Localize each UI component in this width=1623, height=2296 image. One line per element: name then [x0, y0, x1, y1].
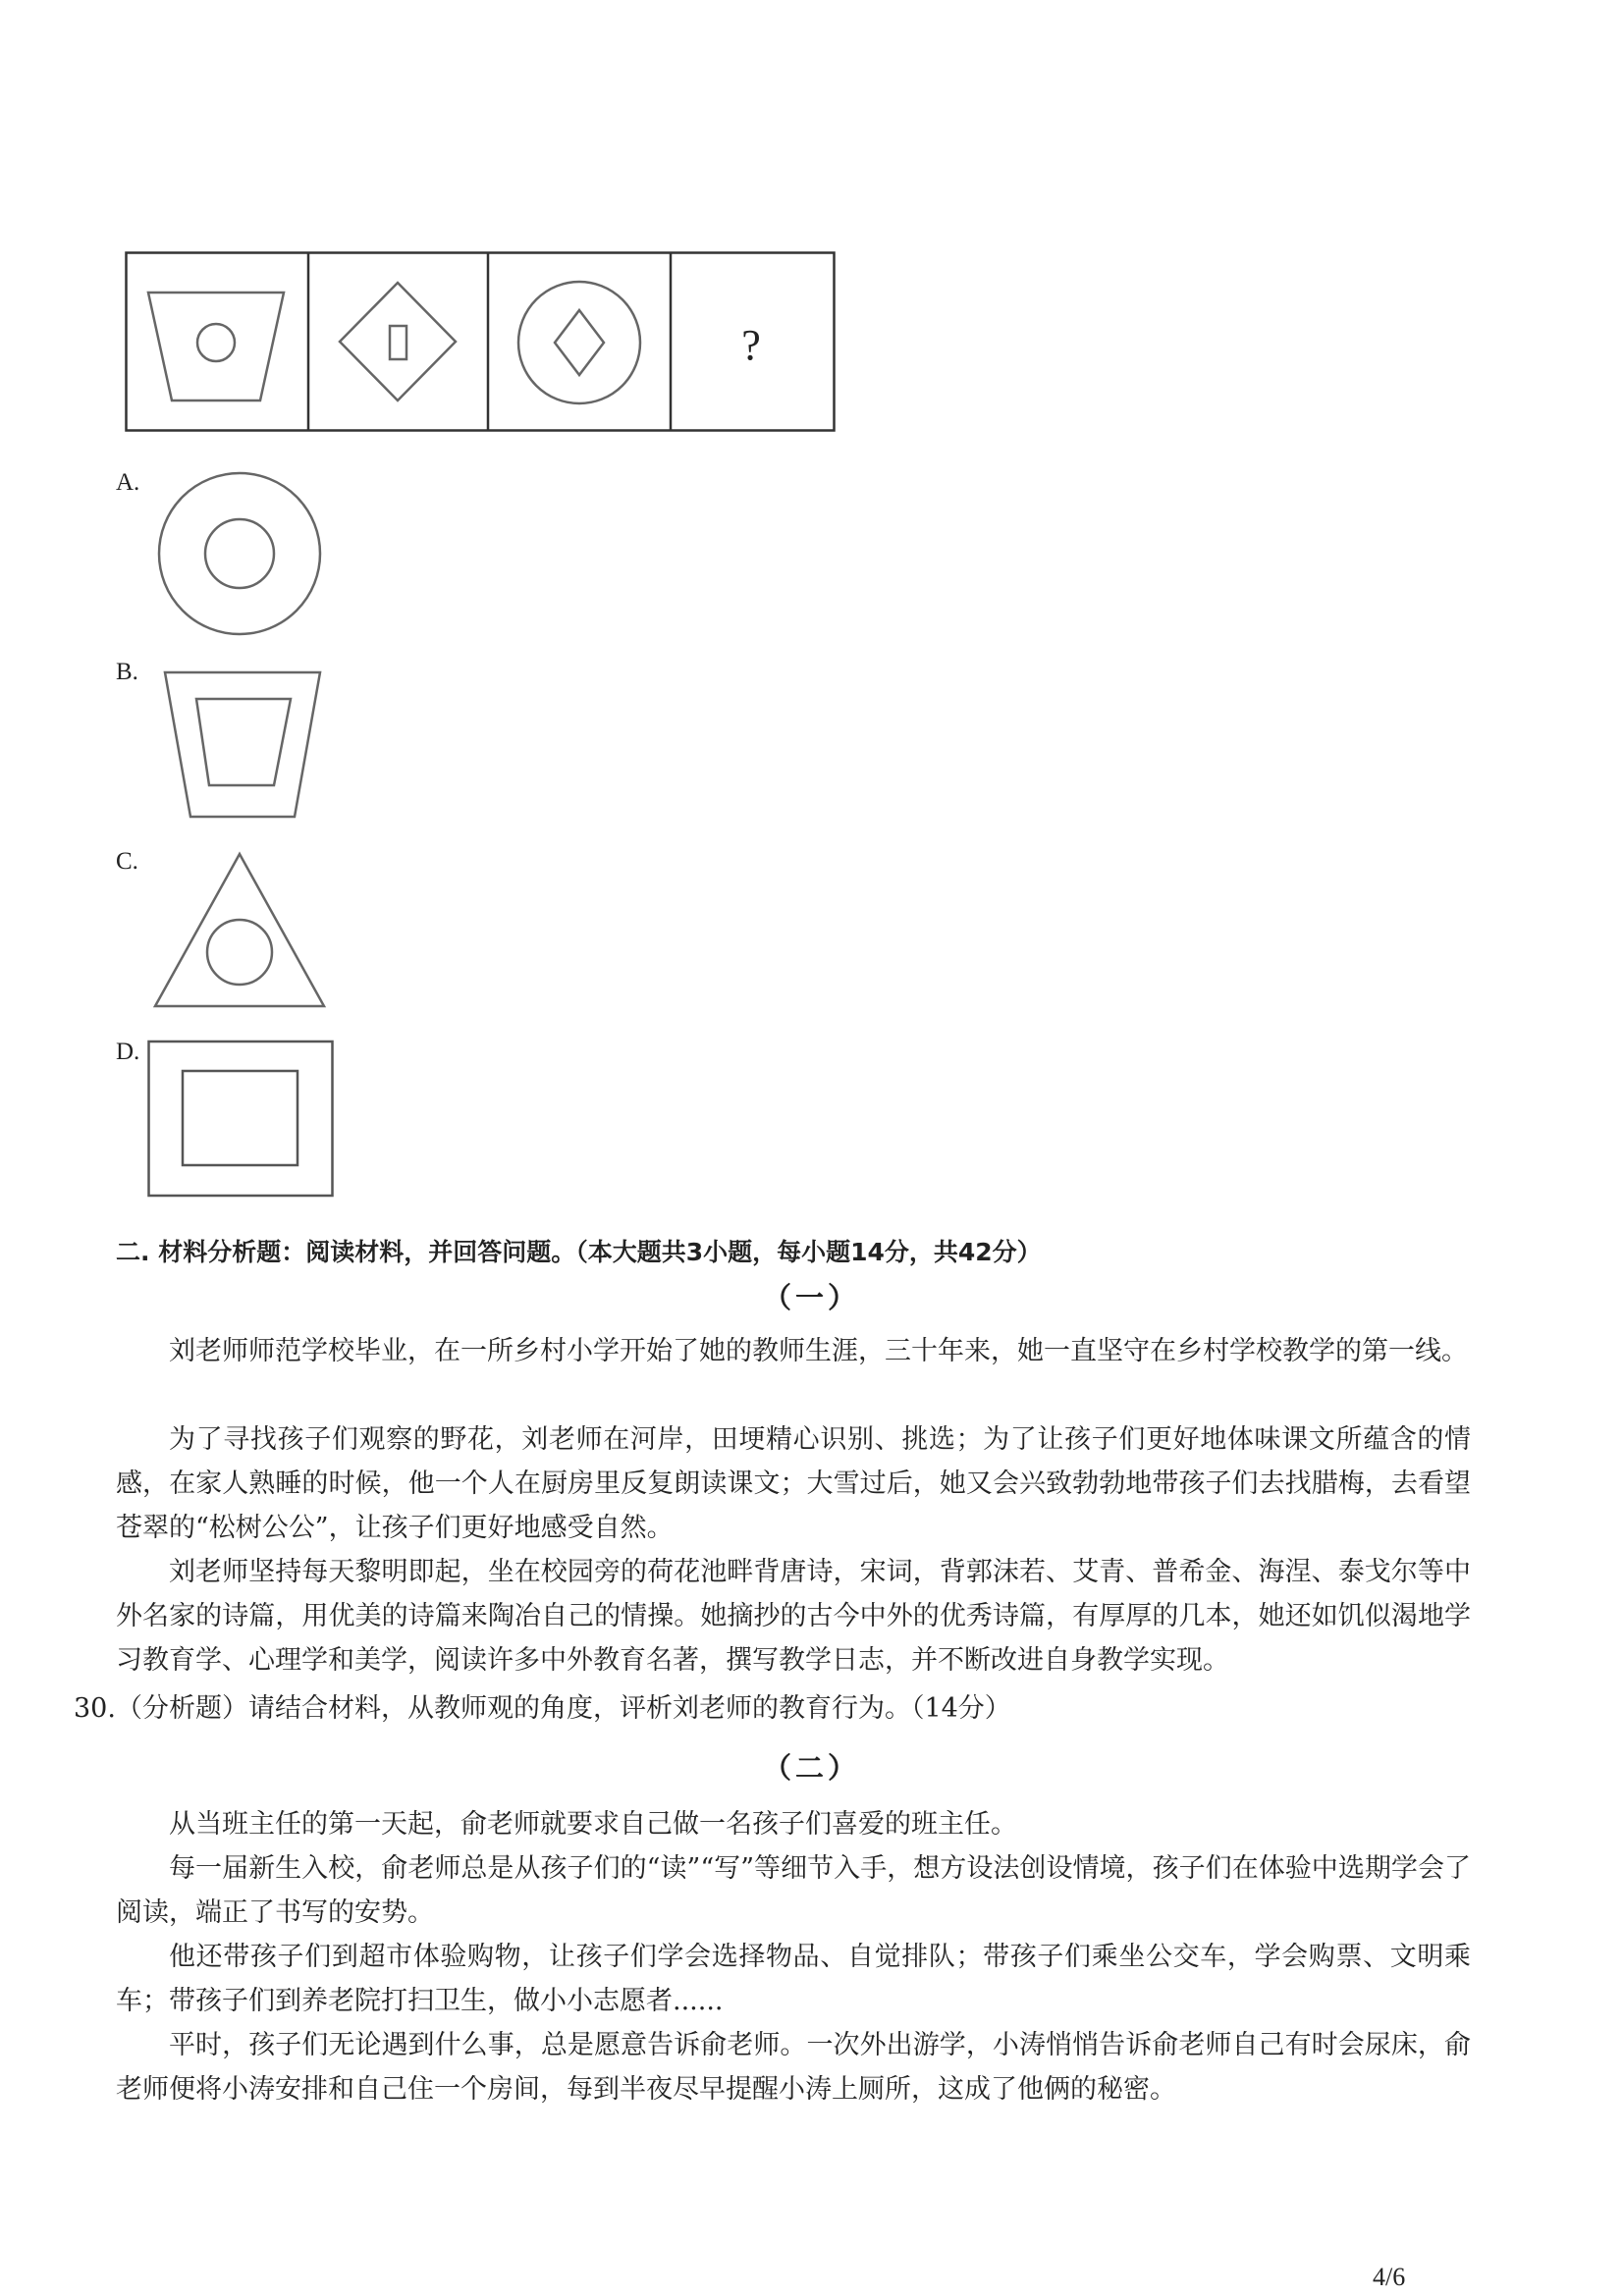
- option-d-label: D.: [116, 1039, 140, 1065]
- question-30: 30.（分析题）请结合材料，从教师观的角度，评析刘老师的教育行为。（14分）: [74, 1693, 1011, 1724]
- diamond-shape: [555, 310, 604, 375]
- option-c-figure: [147, 846, 344, 1023]
- part-two-title: （二）: [762, 1751, 860, 1785]
- diamond-shape: [340, 283, 456, 400]
- option-b-label: B.: [116, 659, 138, 685]
- paragraph: 刘老师坚持每天黎明即起，坐在校园旁的荷花池畔背唐诗，宋词，背郭沫若、艾青、普希金、海涅、泰戈尔等中外名家的诗篇，用优美的诗篇来陶冶自己的情操。她摘抄的古今中外的优秀诗篇，有厚厚的几本，她还如饥似渴地学习教育学、心理学和美学，阅读许多中外教育名著，撰写教学日志，并不断改进自身教学实现。: [116, 1557, 1471, 1676]
- option-a-label: A.: [116, 469, 140, 496]
- part-one-title: （一）: [762, 1281, 860, 1314]
- option-c-label: C.: [116, 848, 138, 875]
- small-rectangle-shape: [390, 326, 406, 359]
- paragraph: 刘老师师范学校毕业，在一所乡村小学开始了她的教师生涯，三十年来，她一直坚守在乡村学校教学的第一线。: [169, 1336, 1468, 1366]
- section-two-title: 二. 材料分析题：阅读材料，并回答问题。（本大题共3小题，每小题14分，共42分）: [116, 1238, 1042, 1266]
- paragraph: 他还带孩子们到超市体验购物，让孩子们学会选择物品、自觉排队；带孩子们乘坐公交车，学会购票、文明乘车；带孩子们到养老院打扫卫生，做小小志愿者......: [116, 1942, 1471, 2016]
- question-mark: ?: [741, 321, 761, 369]
- large-circle-shape: [518, 282, 640, 403]
- paragraph: 平时，孩子们无论遇到什么事，总是愿意告诉俞老师。一次外出游学，小涛悄悄告诉俞老师自己有时会尿床，俞老师便将小涛安排和自己住一个房间，每到半夜尽早提醒小涛上厕所，这成了他俩的秘密。: [116, 2030, 1471, 2105]
- page-number: 4/6: [1373, 2263, 1406, 2291]
- figure-sequence: [125, 251, 836, 432]
- option-a-figure: [147, 463, 334, 640]
- paragraph: 从当班主任的第一天起，俞老师就要求自己做一名孩子们喜爱的班主任。: [169, 1809, 1017, 1840]
- watermark: [1352, 266, 1417, 313]
- paragraph: 每一届新生入校，俞老师总是从孩子们的“读”“写”等细节入手，想方设法创设情境，孩子们在体验中选期学会了阅读，端正了书写的安势。: [116, 1853, 1471, 1928]
- option-b-figure: [147, 656, 344, 832]
- trapezoid-shape: [148, 293, 284, 400]
- paragraph: 为了寻找孩子们观察的野花，刘老师在河岸，田埂精心识别、挑选；为了让孩子们更好地体味课文所蕴含的情感，在家人熟睡的时候，他一个人在厨房里反复朗读课文；大雪过后，她又会兴致勃勃地带孩子们去找腊梅，去看望苍翠的“松树公公”，让孩子们更好地感受自然。: [116, 1424, 1471, 1543]
- option-d-figure: [147, 1039, 344, 1205]
- sequence-frame: [127, 253, 835, 431]
- circle-shape: [197, 324, 235, 361]
